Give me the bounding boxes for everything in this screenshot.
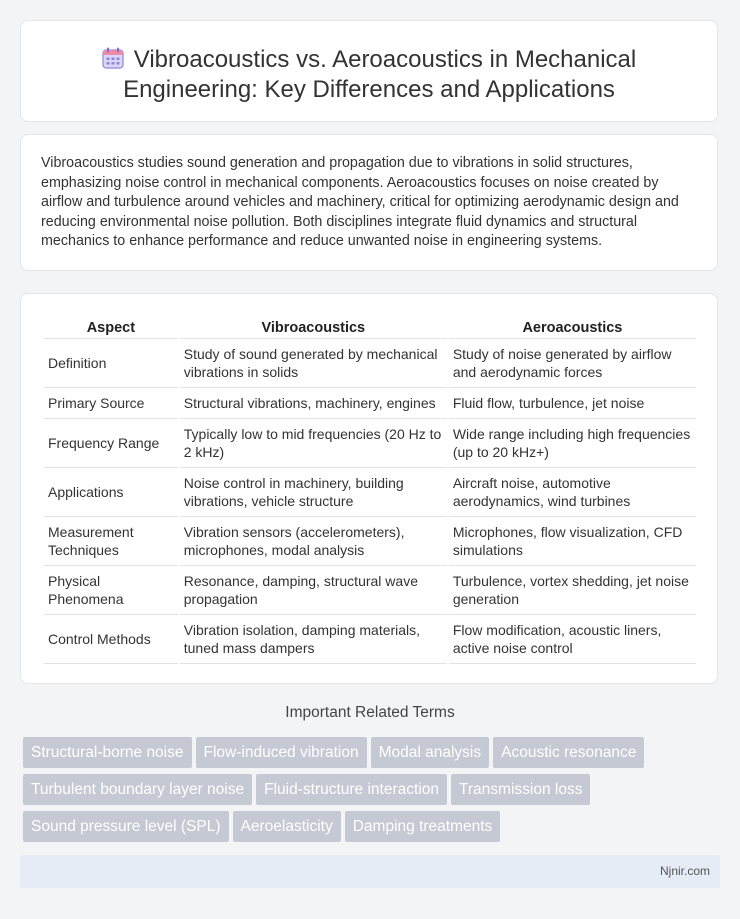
- aero-cell: Turbulence, vortex shedding, jet noise generation: [449, 566, 696, 615]
- vibro-cell: Noise control in machinery, building vibrations, vehicle structure: [180, 468, 447, 517]
- aspect-cell: Definition: [44, 339, 178, 388]
- intro-card: [20, 134, 718, 271]
- header-vibroacoustics: Vibroacoustics: [180, 314, 447, 339]
- related-term-tag[interactable]: Transmission loss: [451, 774, 590, 805]
- table-row: [44, 388, 696, 419]
- aspect-cell: Measurement Techniques: [44, 517, 178, 566]
- page-title-text: Vibroacoustics vs. Aeroacoustics in Mechanical Engineering: Key Differences and Applications: [123, 46, 637, 103]
- aero-cell: Aircraft noise, automotive aerodynamics, wind turbines: [449, 468, 696, 517]
- aspect-cell: Applications: [44, 468, 178, 517]
- table-row: [44, 517, 696, 566]
- table-row: [44, 468, 696, 517]
- aspect-cell: Frequency Range: [44, 419, 178, 468]
- page-title: [21, 21, 717, 105]
- table-row: [44, 419, 696, 468]
- intro-paragraph: Vibroacoustics studies sound generation and propagation due to vibrations in solid structures, emphasizing noise control in mechanical components. Aeroacoustics focuses on noise created by airflow and turbulence around vehicles and machinery, critical for optimizing aerodynamic design and reducing environmental noise pollution. Both disciplines integrate fluid dynamics and structural mechanics to enhance performance and reduce unwanted noise in engineering systems.: [41, 155, 679, 249]
- header-aspect: Aspect: [44, 314, 178, 339]
- vibro-cell: Vibration isolation, damping materials, tuned mass dampers: [180, 615, 447, 664]
- title-card: [20, 20, 718, 122]
- vibro-cell: Typically low to mid frequencies (20 Hz to 2 kHz): [180, 419, 447, 468]
- aero-cell: Microphones, flow visualization, CFD simulations: [449, 517, 696, 566]
- related-terms-title: Important Related Terms: [285, 704, 455, 721]
- related-term-tag[interactable]: Damping treatments: [345, 811, 501, 842]
- aspect-cell: Control Methods: [44, 615, 178, 664]
- vibro-cell: Study of sound generated by mechanical vibrations in solids: [180, 339, 447, 388]
- table-header-row: [44, 314, 696, 339]
- table-row: [44, 339, 696, 388]
- aspect-cell: Physical Phenomena: [44, 566, 178, 615]
- aero-cell: Study of noise generated by airflow and aerodynamic forces: [449, 339, 696, 388]
- aero-cell: Wide range including high frequencies (up to 20 kHz+): [449, 419, 696, 468]
- header-aeroacoustics: Aeroacoustics: [449, 314, 696, 339]
- comparison-table-card: [20, 293, 718, 684]
- aero-cell: Fluid flow, turbulence, jet noise: [449, 388, 696, 419]
- related-term-tag[interactable]: Sound pressure level (SPL): [23, 811, 229, 842]
- aspect-cell: Primary Source: [44, 388, 178, 419]
- footer-site-link[interactable]: Njnir.com: [659, 864, 710, 878]
- footer: [20, 855, 720, 888]
- related-term-tag[interactable]: Modal analysis: [371, 737, 490, 768]
- vibro-cell: Resonance, damping, structural wave propagation: [180, 566, 447, 615]
- table-row: [44, 615, 696, 664]
- table-row: [44, 566, 696, 615]
- related-term-tag[interactable]: Flow-induced vibration: [196, 737, 367, 768]
- related-terms-list: [23, 737, 703, 848]
- related-term-tag[interactable]: Acoustic resonance: [493, 737, 644, 768]
- related-term-tag[interactable]: Aeroelasticity: [233, 811, 341, 842]
- calendar-icon: [102, 47, 124, 69]
- vibro-cell: Vibration sensors (accelerometers), microphones, modal analysis: [180, 517, 447, 566]
- comparison-table: [42, 314, 698, 664]
- aero-cell: Flow modification, acoustic liners, active noise control: [449, 615, 696, 664]
- related-term-tag[interactable]: Fluid-structure interaction: [256, 774, 447, 805]
- vibro-cell: Structural vibrations, machinery, engines: [180, 388, 447, 419]
- related-term-tag[interactable]: Turbulent boundary layer noise: [23, 774, 252, 805]
- related-term-tag[interactable]: Structural-borne noise: [23, 737, 192, 768]
